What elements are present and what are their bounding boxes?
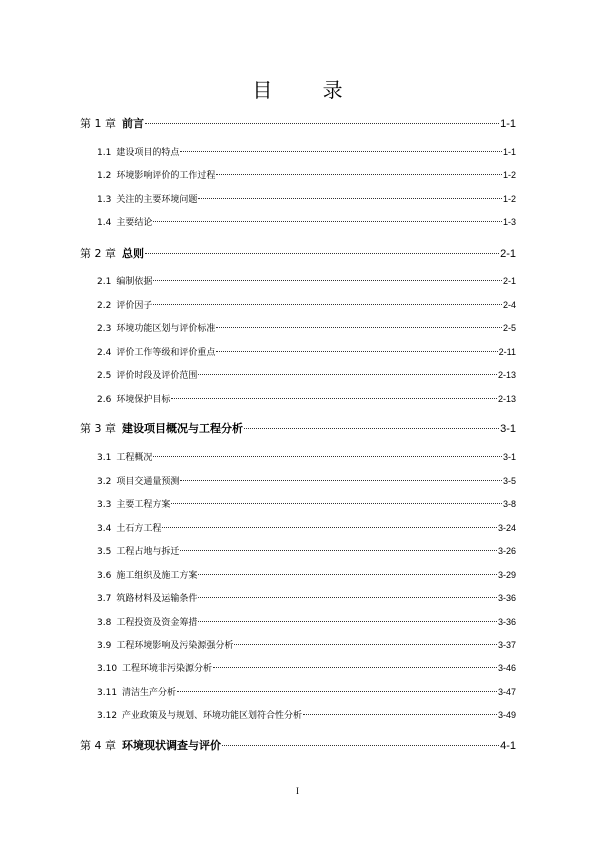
dot-leader (216, 326, 502, 328)
entry-title: 环境保护目标 (116, 395, 171, 405)
entry-page-number: 3-36 (497, 593, 516, 603)
entry-number: 3.4 (97, 524, 112, 534)
entry-title: 项目交通量预测 (116, 477, 180, 487)
entry-number: 2.4 (97, 348, 112, 358)
toc-chapter-entry[interactable] (80, 737, 516, 753)
entry-title: 环境影响评价的工作过程 (116, 171, 216, 181)
toc-section-entry[interactable] (97, 638, 516, 651)
dot-leader (171, 502, 502, 504)
entry-page-number: 3-47 (497, 687, 516, 697)
entry-number: 3.2 (97, 477, 112, 487)
entry-number: 3.11 (97, 688, 118, 698)
entry-title: 评价因子 (116, 301, 153, 311)
toc-section-entry[interactable] (97, 708, 516, 721)
entry-number: 2.2 (97, 301, 112, 311)
entry-number: 3.1 (97, 453, 112, 463)
dot-leader (180, 549, 497, 551)
entry-title: 土石方工程 (116, 524, 162, 534)
toc-section-entry[interactable] (97, 591, 516, 604)
entry-number: 1.4 (97, 218, 112, 228)
toc-section-entry[interactable] (97, 615, 516, 628)
dot-leader (198, 620, 497, 622)
toc-section-entry[interactable] (97, 474, 516, 487)
entry-page-number: 3-5 (502, 476, 516, 486)
toc-section-entry[interactable] (97, 544, 516, 557)
toc-section-entry[interactable] (97, 192, 516, 205)
toc-section-entry[interactable] (97, 661, 516, 674)
dot-leader (198, 373, 497, 375)
entry-page-number: 2-5 (502, 323, 516, 333)
entry-number: 1.2 (97, 171, 112, 181)
dot-leader (198, 596, 497, 598)
toc-section-entry[interactable] (97, 321, 516, 334)
dot-leader (162, 526, 497, 528)
entry-page-number: 1-1 (500, 118, 516, 130)
toc-section-entry[interactable] (97, 215, 516, 228)
dot-leader (145, 252, 499, 254)
entry-page-number: 1-2 (502, 170, 516, 180)
entry-page-number: 3-1 (502, 452, 516, 462)
toc-section-entry[interactable] (97, 368, 516, 381)
toc-section-entry[interactable] (97, 521, 516, 534)
entry-title: 主要工程方案 (116, 500, 171, 510)
entry-title: 建设项目概况与工程分析 (122, 422, 243, 435)
entry-number: 第 3 章 (80, 422, 116, 435)
entry-title: 工程环境非污染源分析 (122, 664, 213, 674)
dot-leader (303, 713, 497, 715)
entry-page-number: 2-13 (497, 370, 516, 380)
entry-title: 建设项目的特点 (116, 148, 180, 158)
entry-number: 2.6 (97, 395, 112, 405)
dot-leader (153, 220, 502, 222)
entry-page-number: 4-1 (500, 740, 516, 752)
toc-chapter-entry[interactable] (80, 420, 516, 436)
toc-section-entry[interactable] (97, 274, 516, 287)
entry-title: 工程环境影响及污染源强分析 (116, 641, 234, 651)
toc-chapter-entry[interactable] (80, 245, 516, 261)
entry-title: 工程占地与拆迁 (116, 547, 180, 557)
entry-page-number: 2-1 (502, 276, 516, 286)
dot-leader (244, 427, 499, 429)
dot-leader (145, 122, 499, 124)
toc-section-entry[interactable] (97, 145, 516, 158)
entry-page-number: 3-26 (497, 546, 516, 556)
entry-title: 总则 (122, 247, 144, 260)
entry-number: 1.1 (97, 148, 112, 158)
entry-number: 3.12 (97, 711, 118, 721)
entry-page-number: 3-46 (497, 663, 516, 673)
entry-title: 工程概况 (116, 453, 153, 463)
entry-title: 施工组织及施工方案 (116, 571, 198, 581)
entry-number: 3.5 (97, 547, 112, 557)
entry-title: 清洁生产分析 (122, 688, 177, 698)
toc-section-entry[interactable] (97, 168, 516, 181)
toc-section-entry[interactable] (97, 450, 516, 463)
entry-number: 2.3 (97, 324, 112, 334)
entry-title: 前言 (122, 117, 144, 130)
entry-page-number: 3-49 (497, 710, 516, 720)
entry-title: 筑路材料及运输条件 (116, 594, 198, 604)
entry-title: 产业政策及与规划、环境功能区划符合性分析 (122, 711, 303, 721)
entry-title: 关注的主要环境问题 (116, 195, 198, 205)
dot-leader (222, 744, 499, 746)
entry-number: 3.8 (97, 618, 112, 628)
entry-page-number: 3-29 (497, 570, 516, 580)
toc-section-entry[interactable] (97, 497, 516, 510)
entry-page-number: 1-3 (502, 217, 516, 227)
toc-chapter-entry[interactable] (80, 115, 516, 131)
entry-page-number: 1-1 (502, 147, 516, 157)
dot-leader (213, 666, 497, 668)
toc-section-entry[interactable] (97, 392, 516, 405)
entry-number: 第 1 章 (80, 117, 116, 130)
entry-number: 3.9 (97, 641, 112, 651)
entry-page-number: 2-11 (498, 347, 516, 357)
entry-title: 环境功能区划与评价标准 (116, 324, 216, 334)
toc-section-entry[interactable] (97, 345, 516, 358)
page-number: I (296, 786, 299, 796)
toc-section-entry[interactable] (97, 568, 516, 581)
dot-leader (153, 455, 502, 457)
entry-page-number: 1-2 (502, 194, 516, 204)
entry-title: 主要结论 (116, 218, 153, 228)
entry-title: 评价时段及评价范围 (116, 371, 198, 381)
dot-leader (198, 197, 502, 199)
entry-number: 2.1 (97, 277, 112, 287)
toc-section-entry[interactable] (97, 298, 516, 311)
entry-page-number: 2-4 (502, 300, 516, 310)
entry-page-number: 2-1 (500, 248, 516, 260)
entry-number: 2.5 (97, 371, 112, 381)
entry-title: 评价工作等级和评价重点 (116, 348, 216, 358)
toc-section-entry[interactable] (97, 685, 516, 698)
entry-number: 3.3 (97, 500, 112, 510)
entry-number: 1.3 (97, 195, 112, 205)
dot-leader (153, 279, 502, 281)
entry-page-number: 3-8 (502, 499, 516, 509)
entry-page-number: 3-37 (497, 640, 516, 650)
dot-leader (180, 479, 502, 481)
entry-page-number: 3-24 (497, 523, 516, 533)
entry-title: 环境现状调查与评价 (122, 739, 221, 752)
entry-page-number: 3-36 (497, 617, 516, 627)
entry-number: 3.7 (97, 594, 112, 604)
dot-leader (180, 150, 502, 152)
dot-leader (153, 303, 502, 305)
dot-leader (216, 350, 497, 352)
entry-title: 编制依据 (116, 277, 153, 287)
entry-page-number: 3-1 (500, 423, 516, 435)
dot-leader (216, 173, 502, 175)
entry-page-number: 2-13 (497, 394, 516, 404)
entry-number: 3.10 (97, 664, 118, 674)
entry-number: 第 4 章 (80, 739, 116, 752)
dot-leader (177, 690, 497, 692)
dot-leader (198, 573, 497, 575)
dot-leader (171, 397, 497, 399)
entry-number: 第 2 章 (80, 247, 116, 260)
dot-leader (234, 643, 497, 645)
entry-number: 3.6 (97, 571, 112, 581)
toc-title: 目 录 (252, 78, 365, 102)
entry-title: 工程投资及资金筹措 (116, 618, 198, 628)
